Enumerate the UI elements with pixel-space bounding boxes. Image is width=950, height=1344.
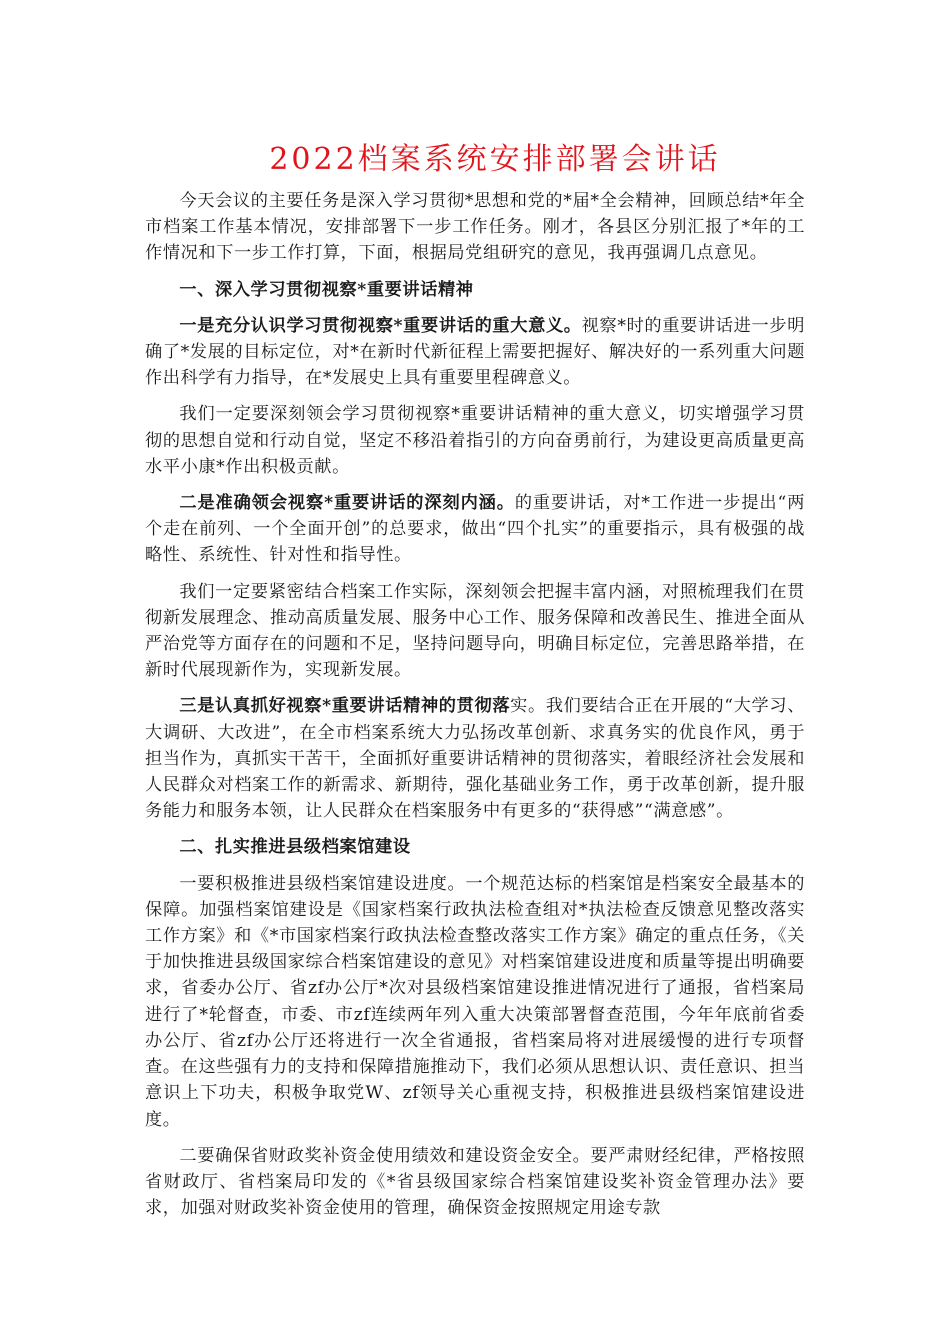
- paragraph-point-2-detail: [145, 579, 805, 684]
- paragraph-text: 视察*时的重要讲话进一步明确了*发展的目标定位，对*在新时代新征程上需要把握好、解决好的一系列重大问题作出科学有力指导，在*发展史上具有重要里程碑意义。: [145, 315, 805, 389]
- paragraph-lead: 一是充分认识学习贯彻视察*重要讲话的重大意义。: [179, 315, 582, 336]
- paragraph-text: 我们一定要深刻领会学习贯彻视察*重要讲话精神的重大意义，切实增强学习贯彻的思想自觉和行动自觉，坚定不移沿着指引的方向奋勇前行，为建设更高质量更高水平小康*作出积极贡献。: [145, 404, 805, 477]
- paragraph-point-2: [145, 490, 805, 569]
- paragraph-text: 实。我们要结合正在开展的“大学习、大调研、大改进”，在全市档案系统大力弘扬改革创新、求真务实的优良作风，勇于担当作为，真抓实干苦干，全面抓好重要讲话精神的贯彻落实，着眼经济社会发展和人民群众对档案工作的新需求、新期待，强化基础业务工作，勇于改革创新，提升服务能力和服务本领，让人民群众在档案服务中有更多的“获得感”“满意感”。: [145, 696, 805, 822]
- paragraph-text: 今天会议的主要任务是深入学习贯彻*思想和党的*届*全会精神，回顾总结*年全市档案工作基本情况，安排部署下一步工作任务。刚才，各县区分别汇报了*年的工作情况和下一步工作打算，下面，根据局党组研究的意见，我再强调几点意见。: [145, 191, 805, 264]
- paragraph-text: 我们一定要紧密结合档案工作实际，深刻领会把握丰富内涵，对照梳理我们在贯彻新发展理念、推动高质量发展、服务中心工作、服务保障和改善民生、推进全面从严治党等方面存在的问题和不足，坚持问题导向，明确目标定位，完善思路举措，在新时代展现新作为，实现新发展。: [145, 581, 805, 681]
- document-page: [145, 140, 805, 1231]
- paragraph-point-1: [145, 313, 805, 392]
- paragraph-text: 的重要讲话，对*工作进一步提出“两个走在前列、一个全面开创”的总要求，做出“四个扎实”的重要指示，具有极强的战略性、系统性、针对性和指导性。: [145, 493, 805, 566]
- paragraph-text: 二要确保省财政奖补资金使用绩效和建设资金安全。要严肃财经纪律，严格按照省财政厅、省档案局印发的《*省县级国家综合档案馆建设奖补资金管理办法》要求，加强对财政奖补资金使用的管理，确保资金按照规定用途专款: [145, 1145, 805, 1219]
- paragraph-lead: 二是准确领会视察*重要讲话的深刻内涵。: [179, 493, 515, 514]
- paragraph-point-1-detail: [145, 401, 805, 480]
- paragraph-fund-safety: [145, 1143, 805, 1222]
- paragraph-point-3: [145, 693, 805, 824]
- section-heading-1: 一、深入学习贯彻视察*重要讲话精神: [179, 279, 474, 300]
- paragraph-text: 一要积极推进县级档案馆建设进度。一个规范达标的档案馆是档案安全最基本的保障。加强档案馆建设是《国家档案行政执法检查组对*执法检查反馈意见整改落实工作方案》和《*市国家档案行政执法检查整改落实工作方案》确定的重点任务，《关于加快推进县级国家综合档案馆建设的意见》对档案馆建设进度和质量等提出明确要求，省委办公厅、省zf办公厅*次对县级档案馆建设推进情况进行了通报，省档案局进行了*轮督查，市委、市zf连续两年列入重大决策部署督查范围，今年年底前省委办公厅、省zf办公厅还将进行一次全省通报，省档案局将对进展缓慢的进行专项督查。在这些强有力的支持和保障措施推动下，我们必须从思想认识、责任意识、担当意识上下功夫，积极争取党W、zf领导关心重视支持，积极推进县级档案馆建设进度。: [145, 873, 805, 1130]
- paragraph-archive-progress: [145, 871, 805, 1133]
- paragraph-lead: 三是认真抓好视察*重要讲话精神的贯彻落: [179, 696, 511, 717]
- paragraph-intro: [145, 188, 805, 267]
- section-heading-2: 二、扎实推进县级档案馆建设: [179, 837, 411, 858]
- document-title: 2022档案系统安排部署会讲话: [269, 142, 721, 177]
